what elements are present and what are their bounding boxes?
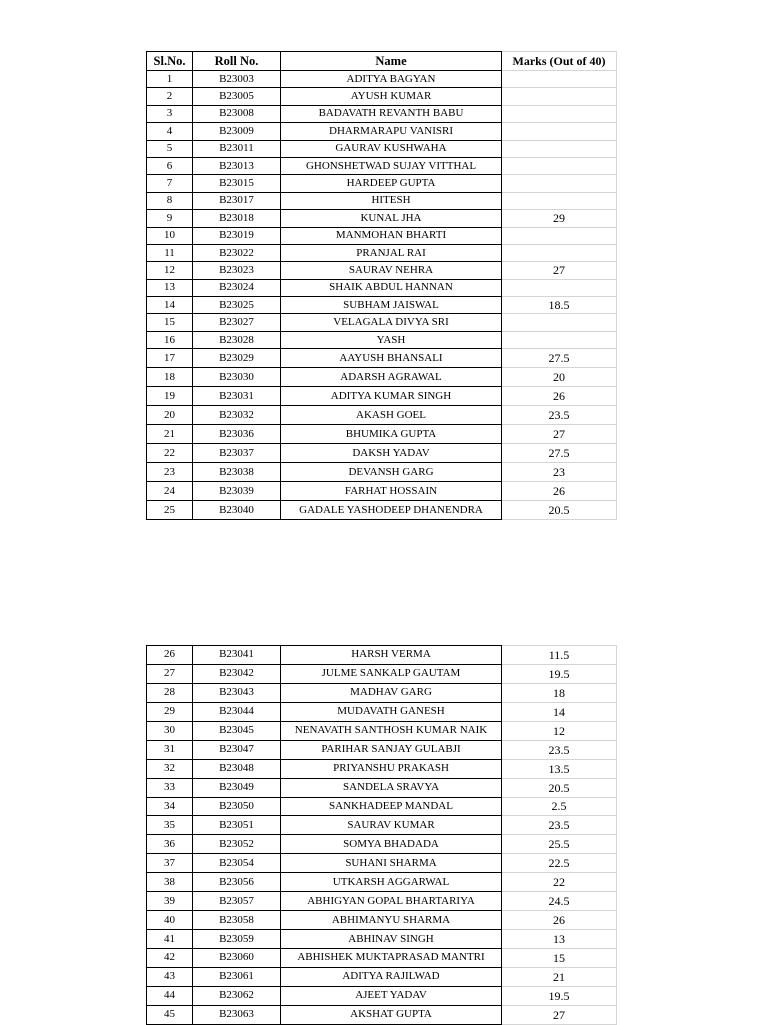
table-row <box>147 873 617 892</box>
name-cell: ABHINAV SINGH <box>281 930 502 949</box>
marks-cell: 27 <box>502 1005 617 1024</box>
table-row <box>147 778 617 797</box>
marks-cell: 11.5 <box>502 646 617 665</box>
sl-no-cell: 15 <box>147 314 193 331</box>
sl-no-cell: 28 <box>147 683 193 702</box>
roll-no-cell: B23049 <box>193 778 281 797</box>
table-row <box>147 387 617 406</box>
roll-no-cell: B23015 <box>193 175 281 192</box>
roll-no-cell: B23039 <box>193 482 281 501</box>
marks-table-page-1 <box>146 51 617 520</box>
marks-cell: 27 <box>502 262 617 279</box>
sl-no-cell: 36 <box>147 835 193 854</box>
marks-cell <box>502 157 617 174</box>
table-row <box>147 740 617 759</box>
marks-cell: 15 <box>502 949 617 968</box>
table-row <box>147 279 617 296</box>
name-cell: YASH <box>281 331 502 348</box>
name-cell: BADAVATH REVANTH BABU <box>281 105 502 122</box>
name-cell: GADALE YASHODEEP DHANENDRA <box>281 501 502 520</box>
table-row <box>147 911 617 930</box>
name-cell: MADHAV GARG <box>281 683 502 702</box>
header-sl-no: Sl.No. <box>147 52 193 71</box>
name-cell: ADITYA BAGYAN <box>281 71 502 88</box>
table-row <box>147 986 617 1005</box>
sl-no-cell: 10 <box>147 227 193 244</box>
sl-no-cell: 34 <box>147 797 193 816</box>
sl-no-cell: 4 <box>147 123 193 140</box>
roll-no-cell: B23048 <box>193 759 281 778</box>
name-cell: GAURAV KUSHWAHA <box>281 140 502 157</box>
table-row <box>147 88 617 105</box>
sl-no-cell: 11 <box>147 244 193 261</box>
roll-no-cell: B23017 <box>193 192 281 209</box>
marks-cell: 13.5 <box>502 759 617 778</box>
marks-cell: 13 <box>502 930 617 949</box>
name-cell: ADITYA KUMAR SINGH <box>281 387 502 406</box>
roll-no-cell: B23060 <box>193 949 281 968</box>
name-cell: AJEET YADAV <box>281 986 502 1005</box>
marks-cell <box>502 71 617 88</box>
marks-cell: 19.5 <box>502 664 617 683</box>
roll-no-cell: B23009 <box>193 123 281 140</box>
name-cell: ABHIGYAN GOPAL BHARTARIYA <box>281 892 502 911</box>
roll-no-cell: B23030 <box>193 368 281 387</box>
roll-no-cell: B23040 <box>193 501 281 520</box>
roll-no-cell: B23003 <box>193 71 281 88</box>
roll-no-cell: B23045 <box>193 721 281 740</box>
sl-no-cell: 21 <box>147 425 193 444</box>
table-row <box>147 444 617 463</box>
name-cell: DAKSH YADAV <box>281 444 502 463</box>
sl-no-cell: 27 <box>147 664 193 683</box>
sl-no-cell: 5 <box>147 140 193 157</box>
roll-no-cell: B23050 <box>193 797 281 816</box>
sl-no-cell: 6 <box>147 157 193 174</box>
sl-no-cell: 39 <box>147 892 193 911</box>
table-row <box>147 157 617 174</box>
table-body <box>147 646 617 1025</box>
sl-no-cell: 31 <box>147 740 193 759</box>
roll-no-cell: B23031 <box>193 387 281 406</box>
table-row <box>147 140 617 157</box>
name-cell: JULME SANKALP GAUTAM <box>281 664 502 683</box>
marks-cell: 26 <box>502 911 617 930</box>
table-row <box>147 683 617 702</box>
sl-no-cell: 3 <box>147 105 193 122</box>
sl-no-cell: 23 <box>147 463 193 482</box>
table-header-row <box>147 52 617 71</box>
name-cell: FARHAT HOSSAIN <box>281 482 502 501</box>
name-cell: ABHISHEK MUKTAPRASAD MANTRI <box>281 949 502 968</box>
roll-no-cell: B23062 <box>193 986 281 1005</box>
name-cell: UTKARSH AGGARWAL <box>281 873 502 892</box>
sl-no-cell: 9 <box>147 210 193 227</box>
marks-cell <box>502 192 617 209</box>
marks-cell: 12 <box>502 721 617 740</box>
name-cell: AKASH GOEL <box>281 406 502 425</box>
table-row <box>147 835 617 854</box>
name-cell: ABHIMANYU SHARMA <box>281 911 502 930</box>
roll-no-cell: B23018 <box>193 210 281 227</box>
table-body <box>147 71 617 520</box>
marks-cell <box>502 123 617 140</box>
name-cell: SHAIK ABDUL HANNAN <box>281 279 502 296</box>
marks-cell <box>502 279 617 296</box>
roll-no-cell: B23063 <box>193 1005 281 1024</box>
name-cell: AKSHAT GUPTA <box>281 1005 502 1024</box>
marks-cell: 20.5 <box>502 501 617 520</box>
roll-no-cell: B23032 <box>193 406 281 425</box>
table-row <box>147 227 617 244</box>
roll-no-cell: B23041 <box>193 646 281 665</box>
marks-cell: 27.5 <box>502 444 617 463</box>
roll-no-cell: B23043 <box>193 683 281 702</box>
sl-no-cell: 24 <box>147 482 193 501</box>
table-row <box>147 331 617 348</box>
table-row <box>147 349 617 368</box>
marks-cell: 20.5 <box>502 778 617 797</box>
table-row <box>147 314 617 331</box>
marks-cell: 26 <box>502 387 617 406</box>
name-cell: MANMOHAN BHARTI <box>281 227 502 244</box>
roll-no-cell: B23013 <box>193 157 281 174</box>
sl-no-cell: 14 <box>147 297 193 314</box>
marks-cell: 21 <box>502 967 617 986</box>
marks-cell: 18.5 <box>502 297 617 314</box>
name-cell: SANKHADEEP MANDAL <box>281 797 502 816</box>
table-row <box>147 123 617 140</box>
sl-no-cell: 45 <box>147 1005 193 1024</box>
name-cell: HARSH VERMA <box>281 646 502 665</box>
sl-no-cell: 26 <box>147 646 193 665</box>
marks-cell <box>502 140 617 157</box>
name-cell: HITESH <box>281 192 502 209</box>
name-cell: GHONSHETWAD SUJAY VITTHAL <box>281 157 502 174</box>
table-row <box>147 854 617 873</box>
marks-cell <box>502 314 617 331</box>
marks-cell <box>502 88 617 105</box>
marks-table-page-2 <box>146 645 617 1025</box>
sl-no-cell: 29 <box>147 702 193 721</box>
header-name: Name <box>281 52 502 71</box>
marks-cell <box>502 227 617 244</box>
sl-no-cell: 12 <box>147 262 193 279</box>
marks-cell: 24.5 <box>502 892 617 911</box>
sl-no-cell: 2 <box>147 88 193 105</box>
marks-cell: 18 <box>502 683 617 702</box>
sl-no-cell: 32 <box>147 759 193 778</box>
table-row <box>147 759 617 778</box>
table-row <box>147 892 617 911</box>
roll-no-cell: B23057 <box>193 892 281 911</box>
sl-no-cell: 38 <box>147 873 193 892</box>
table-row <box>147 797 617 816</box>
name-cell: SAURAV KUMAR <box>281 816 502 835</box>
table-row <box>147 930 617 949</box>
table-row <box>147 297 617 314</box>
sl-no-cell: 16 <box>147 331 193 348</box>
marks-cell: 22.5 <box>502 854 617 873</box>
name-cell: SAURAV NEHRA <box>281 262 502 279</box>
table-row <box>147 368 617 387</box>
roll-no-cell: B23019 <box>193 227 281 244</box>
table-row <box>147 501 617 520</box>
name-cell: DEVANSH GARG <box>281 463 502 482</box>
roll-no-cell: B23052 <box>193 835 281 854</box>
sl-no-cell: 44 <box>147 986 193 1005</box>
header-marks: Marks (Out of 40) <box>502 52 617 71</box>
sl-no-cell: 22 <box>147 444 193 463</box>
table-row <box>147 406 617 425</box>
roll-no-cell: B23036 <box>193 425 281 444</box>
table-row <box>147 71 617 88</box>
roll-no-cell: B23044 <box>193 702 281 721</box>
marks-cell: 27.5 <box>502 349 617 368</box>
header-roll-no: Roll No. <box>193 52 281 71</box>
name-cell: PRANJAL RAI <box>281 244 502 261</box>
sl-no-cell: 30 <box>147 721 193 740</box>
name-cell: DHARMARAPU VANISRI <box>281 123 502 140</box>
sl-no-cell: 43 <box>147 967 193 986</box>
table-row <box>147 210 617 227</box>
table-row <box>147 244 617 261</box>
name-cell: PRIYANSHU PRAKASH <box>281 759 502 778</box>
sl-no-cell: 7 <box>147 175 193 192</box>
roll-no-cell: B23011 <box>193 140 281 157</box>
table-row <box>147 175 617 192</box>
table-row <box>147 664 617 683</box>
roll-no-cell: B23027 <box>193 314 281 331</box>
sl-no-cell: 25 <box>147 501 193 520</box>
name-cell: AAYUSH BHANSALI <box>281 349 502 368</box>
name-cell: PARIHAR SANJAY GULABJI <box>281 740 502 759</box>
name-cell: BHUMIKA GUPTA <box>281 425 502 444</box>
marks-cell: 20 <box>502 368 617 387</box>
sl-no-cell: 17 <box>147 349 193 368</box>
roll-no-cell: B23008 <box>193 105 281 122</box>
marks-cell <box>502 175 617 192</box>
table-row <box>147 463 617 482</box>
roll-no-cell: B23005 <box>193 88 281 105</box>
sl-no-cell: 8 <box>147 192 193 209</box>
roll-no-cell: B23051 <box>193 816 281 835</box>
marks-cell <box>502 331 617 348</box>
marks-cell: 19.5 <box>502 986 617 1005</box>
roll-no-cell: B23054 <box>193 854 281 873</box>
sl-no-cell: 40 <box>147 911 193 930</box>
marks-cell: 23.5 <box>502 406 617 425</box>
table-row <box>147 425 617 444</box>
name-cell: SOMYA BHADADA <box>281 835 502 854</box>
marks-cell: 23.5 <box>502 740 617 759</box>
roll-no-cell: B23042 <box>193 664 281 683</box>
marks-cell: 23.5 <box>502 816 617 835</box>
sl-no-cell: 37 <box>147 854 193 873</box>
name-cell: ADITYA RAJILWAD <box>281 967 502 986</box>
sl-no-cell: 33 <box>147 778 193 797</box>
roll-no-cell: B23047 <box>193 740 281 759</box>
table-row <box>147 192 617 209</box>
sl-no-cell: 20 <box>147 406 193 425</box>
table-row <box>147 105 617 122</box>
name-cell: SANDELA SRAVYA <box>281 778 502 797</box>
roll-no-cell: B23056 <box>193 873 281 892</box>
table-row <box>147 721 617 740</box>
name-cell: HARDEEP GUPTA <box>281 175 502 192</box>
sl-no-cell: 35 <box>147 816 193 835</box>
sl-no-cell: 41 <box>147 930 193 949</box>
marks-cell: 29 <box>502 210 617 227</box>
marks-cell <box>502 105 617 122</box>
table-row <box>147 816 617 835</box>
marks-cell: 23 <box>502 463 617 482</box>
marks-cell: 22 <box>502 873 617 892</box>
name-cell: NENAVATH SANTHOSH KUMAR NAIK <box>281 721 502 740</box>
roll-no-cell: B23058 <box>193 911 281 930</box>
name-cell: VELAGALA DIVYA SRI <box>281 314 502 331</box>
name-cell: SUBHAM JAISWAL <box>281 297 502 314</box>
table-row <box>147 646 617 665</box>
name-cell: ADARSH AGRAWAL <box>281 368 502 387</box>
marks-cell: 14 <box>502 702 617 721</box>
name-cell: SUHANI SHARMA <box>281 854 502 873</box>
table-row <box>147 702 617 721</box>
marks-cell: 27 <box>502 425 617 444</box>
sl-no-cell: 19 <box>147 387 193 406</box>
roll-no-cell: B23029 <box>193 349 281 368</box>
name-cell: AYUSH KUMAR <box>281 88 502 105</box>
roll-no-cell: B23022 <box>193 244 281 261</box>
marks-cell: 26 <box>502 482 617 501</box>
name-cell: MUDAVATH GANESH <box>281 702 502 721</box>
table-row <box>147 1005 617 1024</box>
sl-no-cell: 1 <box>147 71 193 88</box>
marks-cell: 25.5 <box>502 835 617 854</box>
roll-no-cell: B23023 <box>193 262 281 279</box>
sl-no-cell: 18 <box>147 368 193 387</box>
roll-no-cell: B23028 <box>193 331 281 348</box>
sl-no-cell: 42 <box>147 949 193 968</box>
sl-no-cell: 13 <box>147 279 193 296</box>
table-row <box>147 967 617 986</box>
table-row <box>147 949 617 968</box>
roll-no-cell: B23037 <box>193 444 281 463</box>
marks-cell: 2.5 <box>502 797 617 816</box>
roll-no-cell: B23025 <box>193 297 281 314</box>
roll-no-cell: B23061 <box>193 967 281 986</box>
table-row <box>147 482 617 501</box>
marks-cell <box>502 244 617 261</box>
name-cell: KUNAL JHA <box>281 210 502 227</box>
roll-no-cell: B23038 <box>193 463 281 482</box>
table-row <box>147 262 617 279</box>
roll-no-cell: B23059 <box>193 930 281 949</box>
roll-no-cell: B23024 <box>193 279 281 296</box>
